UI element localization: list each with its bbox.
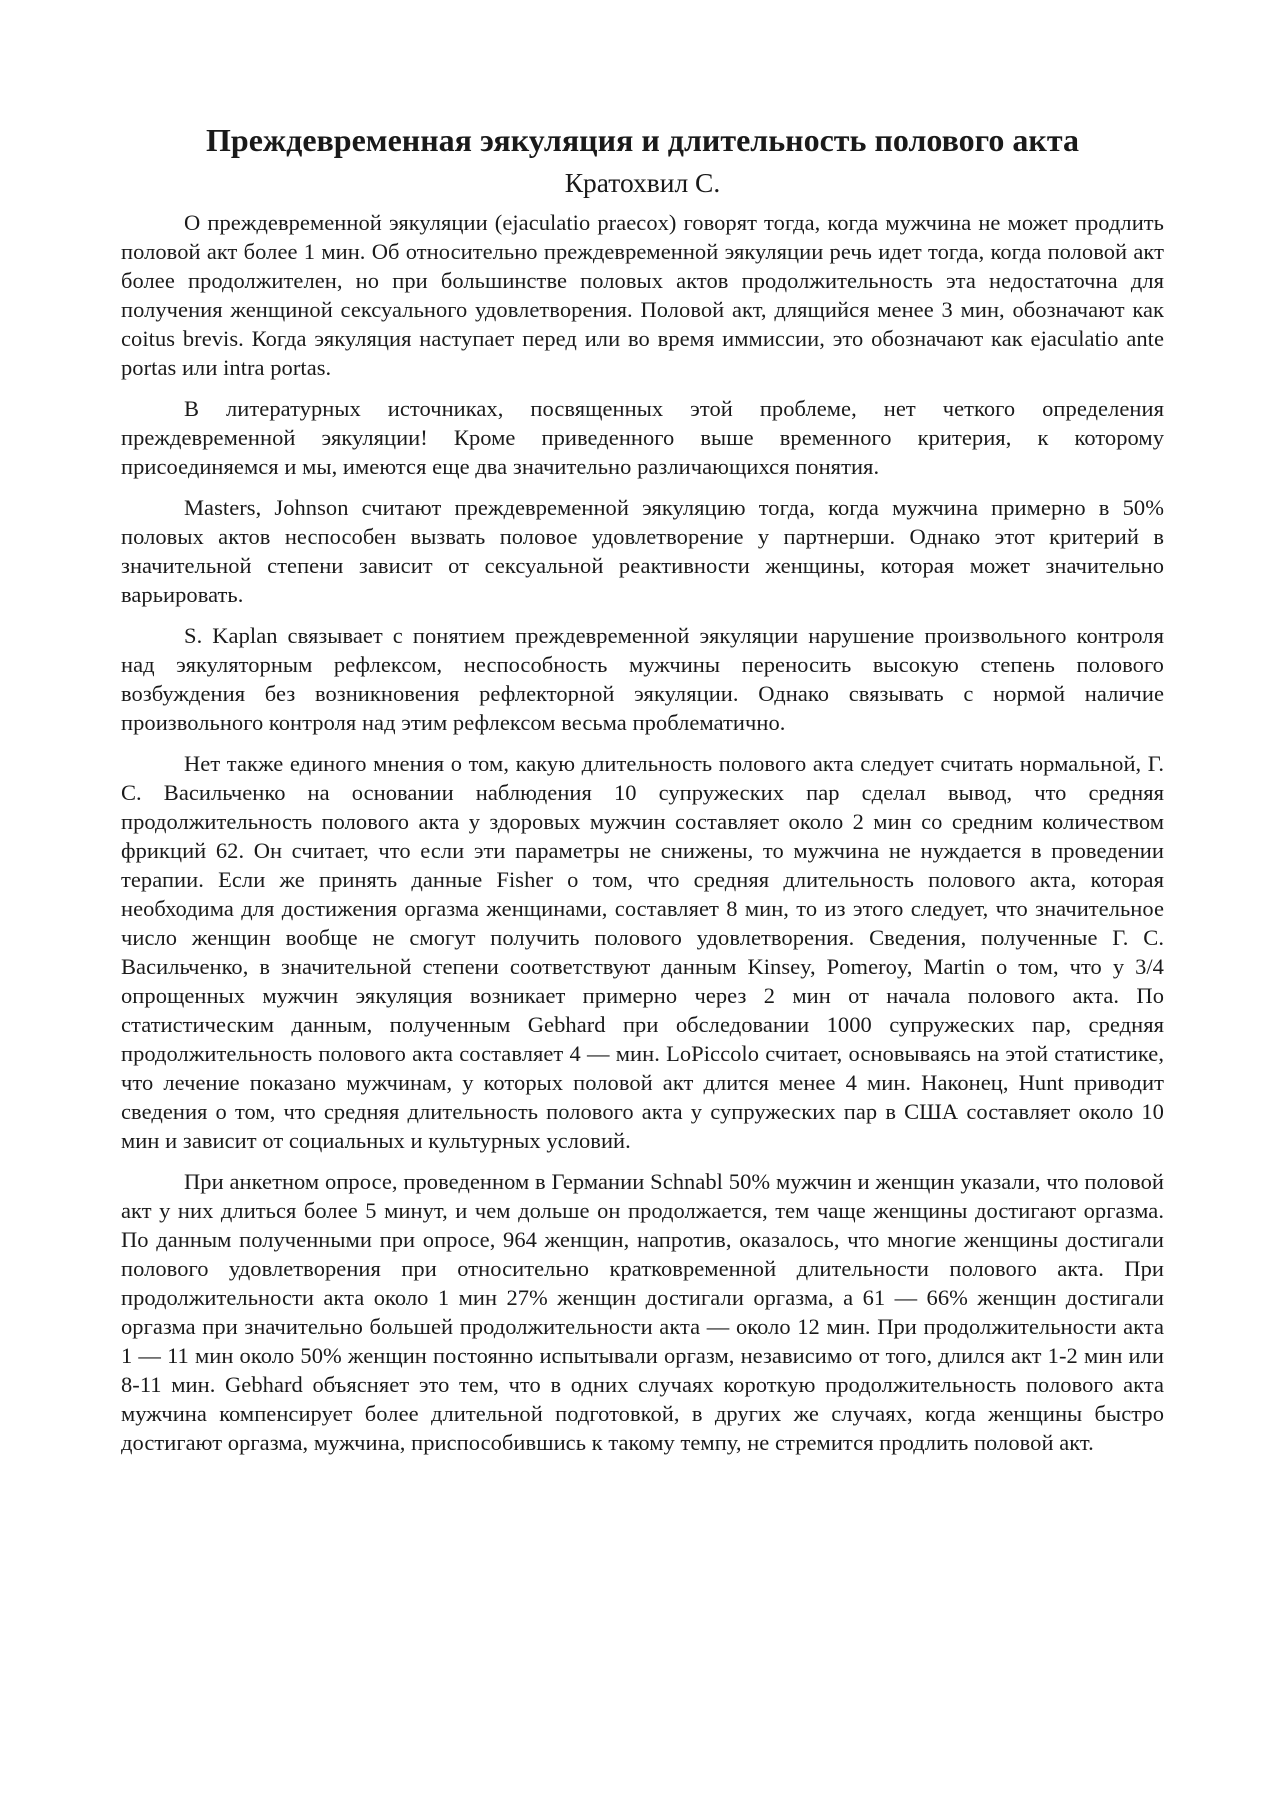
paragraph-4: S. Kaplan связывает с понятием преждевременной эякуляции нарушение произвольного контроля над эякуляторным рефлексом, неспособность мужчины переносить высокую степень полового возбуждения без возникновения рефлекторной эякуляции. Однако связывать с нормой наличие произвольного контроля над этим рефлексом весьма проблематично. (121, 623, 1164, 735)
document-author: Кратохвил С. (564, 167, 721, 198)
document-title: Преждевременная эякуляция и длительность полового акта (206, 122, 1079, 158)
paragraph-1: О преждевременной эякуляции (ejaculatio praecox) говорят тогда, когда мужчина не может продлить половой акт более 1 мин. Об относительно преждевременной эякуляции речь идет тогда, когда половой акт более продолжителен, но при большинстве половых актов продолжительность эта недостаточна для получения женщиной сексуального удовлетворения. Половой акт, длящийся менее 3 мин, обозначают как coitus brevis. Когда эякуляция наступает перед или во время иммиссии, это обозначают как ejaculatio ante portas или intra portas. (121, 210, 1164, 380)
paragraph-6: При анкетном опросе, проведенном в Германии Schnabl 50% мужчин и женщин указали, что половой акт у них длиться более 5 минут, и чем дольше он продолжается, тем чаще женщины достигают оргазма. По данным полученными при опросе, 964 женщин, напротив, оказалось, что многие женщины достигали полового удовлетворения при относительно кратковременной длительности полового акта. При продолжительности акта около 1 мин 27% женщин достигали оргазма, а 61 — 66% женщин достигали оргазма при значительно большей продолжительности акта — около 12 мин. При продолжительности акта 1 — 11 мин около 50% женщин постоянно испытывали оргазм, независимо от того, длился акт 1-2 мин или 8-11 мин. Gebhard объясняет это тем, что в одних случаях короткую продолжительность полового акта мужчина компенсирует более длительной подготовкой, в других же случаях, когда женщины быстро достигают оргазма, мужчина, приспособившись к такому темпу, не стремится продлить половой акт. (121, 1169, 1164, 1455)
paragraph-3: Masters, Johnson считают преждевременной эякуляцию тогда, когда мужчина примерно в 50% половых актов неспособен вызвать половое удовлетворение у партнерши. Однако этот критерий в значительной степени зависит от сексуальной реактивности женщины, которая может значительно варьировать. (121, 495, 1164, 607)
paragraph-2: В литературных источниках, посвященных этой проблеме, нет четкого определения преждевременной эякуляции! Кроме приведенного выше временного критерия, к которому присоединяемся и мы, имеются еще два значительно различающихся понятия. (121, 396, 1164, 479)
document-page (121, 118, 1164, 1469)
paragraph-5: Нет также единого мнения о том, какую длительность полового акта следует считать нормальной, Г. С. Васильченко на основании наблюдения 10 супружеских пар сделал вывод, что средняя продолжительность полового акта у здоровых мужчин составляет около 2 мин со средним количеством фрикций 62. Он считает, что если эти параметры не снижены, то мужчина не нуждается в проведении терапии. Если же принять данные Fisher о том, что средняя длительность полового акта, которая необходима для достижения оргазма женщинами, составляет 8 мин, то из этого следует, что значительное число женщин вообще не смогут получить полового удовлетворения. Сведения, полученные Г. С. Васильченко, в значительной степени соответствуют данным Kinsey, Pomeroy, Martin о том, что у 3/4 опрощенных мужчин эякуляция возникает примерно через 2 мин от начала полового акта. По статистическим данным, полученным Gebhard при обследовании 1000 супружеских пар, средняя продолжительность полового акта составляет 4 — мин. LoPiccolo считает, основываясь на этой статистике, что лечение показано мужчинам, у которых половой акт длится менее 4 мин. Наконец, Hunt приводит сведения о том, что средняя длительность полового акта у супружеских пар в США составляет около 10 мин и зависит от социальных и культурных условий. (121, 751, 1164, 1153)
